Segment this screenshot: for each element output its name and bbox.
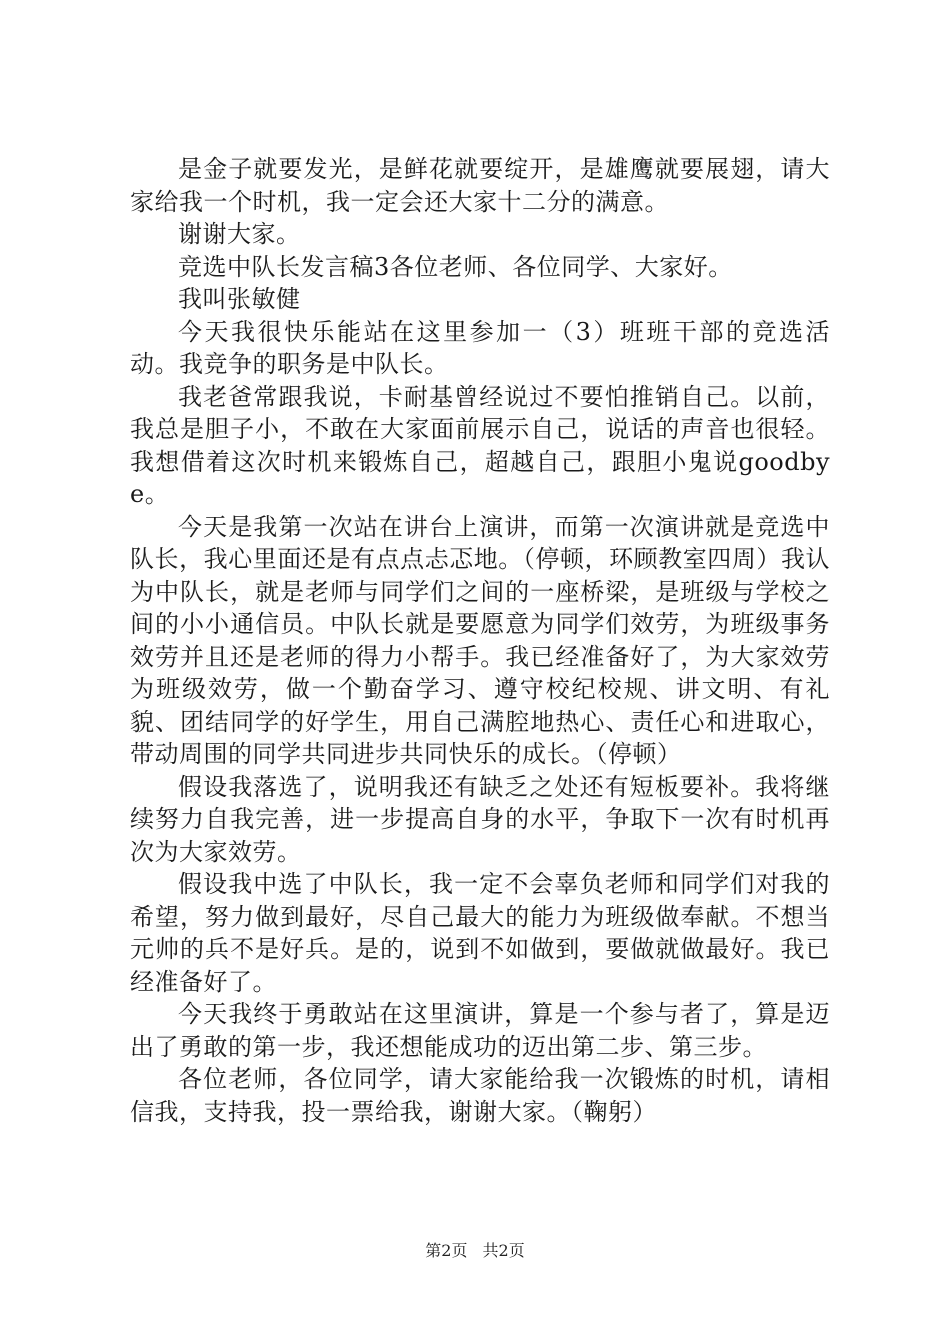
paragraph-name: 我叫张敏健: [178, 285, 301, 313]
paragraph-thanks: 谢谢大家。: [178, 220, 301, 248]
document-body: [130, 153, 830, 1128]
paragraph-closing-appeal: 是金子就要发光，是鲜花就要绽开，是雄鹰就要展翅，请大家给我一个时机，我一定会还大家十二分的满意。: [130, 155, 830, 216]
paragraph-intro: 今天我很快乐能站在这里参加一（3）班班干部的竞选活动。我竞争的职务是中队长。: [130, 317, 830, 378]
paragraph-role-description: 今天是我第一次站在讲台上演讲，而第一次演讲就是竞选中队长，我心里面还是有点点忐忑地。（停顿，环顾教室四周）我认为中队长，就是老师与同学们之间的一座桥梁，是班级与学校之间的小小通信员。中队长就是要愿意为同学们效劳，为班级事务效劳并且还是老师的得力小帮手。我已经准备好了，为大家效劳为班级效劳，做一个勤奋学习、遵守校纪校规、讲文明、有礼貌、团结同学的好学生，用自己满腔地热心、责任心和进取心，带动周围的同学共同进步共同快乐的成长。（停顿）: [130, 512, 830, 768]
page-number: 第2页: [425, 1241, 468, 1260]
page-footer: [0, 1240, 950, 1262]
paragraph-if-lose: 假设我落选了，说明我还有缺乏之处还有短板要补。我将继续努力自我完善，进一步提高自身的水平，争取下一次有时机再次为大家效劳。: [130, 772, 830, 866]
page-total: 共2页: [482, 1241, 525, 1260]
paragraph-motivation: 我老爸常跟我说，卡耐基曾经说过不要怕推销自己。以前，我总是胆子小，不敢在大家面前展示自己，说话的声音也很轻。我想借着这次时机来锻炼自己，超越自己，跟胆小鬼说goodbye。: [130, 382, 830, 508]
paragraph-speech-title: 竞选中队长发言稿3各位老师、各位同学、大家好。: [178, 252, 733, 281]
paragraph-first-step: 今天我终于勇敢站在这里演讲，算是一个参与者了，算是迈出了勇敢的第一步，我还想能成功的迈出第二步、第三步。: [130, 1000, 830, 1061]
paragraph-if-win: 假设我中选了中队长，我一定不会辜负老师和同学们对我的希望，努力做到最好，尽自己最大的能力为班级做奉献。不想当元帅的兵不是好兵。是的，说到不如做到，要做就做最好。我已经准备好了。: [130, 870, 830, 996]
paragraph-final-appeal: 各位老师，各位同学，请大家能给我一次锻炼的时机，请相信我，支持我，投一票给我，谢谢大家。（鞠躬）: [130, 1065, 830, 1126]
